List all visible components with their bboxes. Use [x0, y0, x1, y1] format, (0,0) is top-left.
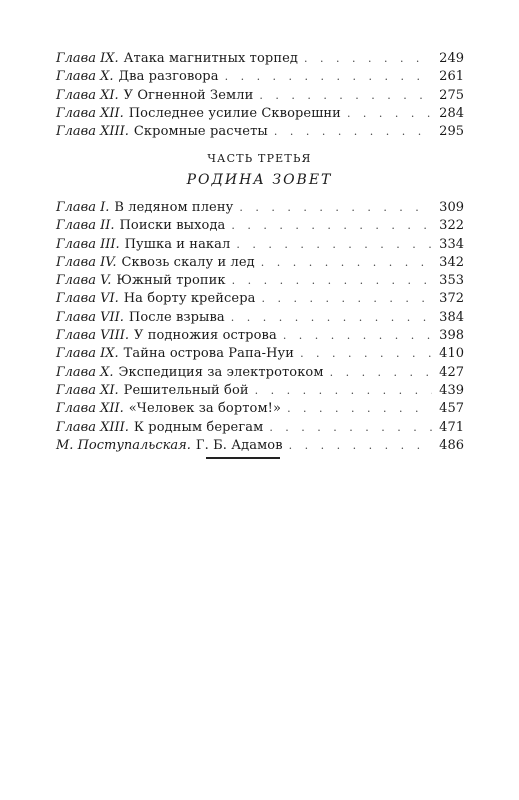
dot-leader: [347, 105, 432, 123]
toc-row: [56, 254, 464, 272]
page-number: 295: [439, 124, 464, 140]
dot-leader: [269, 419, 432, 437]
chapter-title: У подножия острова: [134, 328, 277, 344]
chapter-label: Глава IV.: [56, 254, 117, 270]
dot-leader: [300, 345, 432, 363]
part-heading: ЧАСТЬ ТРЕТЬЯ: [207, 152, 312, 165]
chapter-label: Глава VII.: [56, 309, 124, 325]
toc-row: [56, 364, 464, 382]
toc-row: [56, 236, 464, 254]
chapter-label: Глава XIII.: [56, 124, 129, 140]
toc-section-part-two: [56, 50, 464, 141]
page-number: 309: [439, 200, 464, 215]
toc-row: [56, 50, 464, 68]
toc-row: [56, 272, 464, 290]
chapter-title: После взрыва: [128, 309, 225, 325]
toc-row-afterword: [56, 437, 464, 455]
chapter-title: Пушка и накал: [124, 236, 231, 252]
author-label: М. Поступальская.: [56, 437, 191, 453]
toc-row: [56, 419, 464, 437]
chapter-title: К родным берегам: [133, 419, 264, 435]
chapter-label: Глава X.: [56, 364, 114, 380]
dot-leader: [231, 217, 432, 235]
chapter-label: Глава XII.: [56, 105, 124, 121]
chapter-label: Глава V.: [56, 273, 112, 289]
page-number: 398: [439, 328, 464, 344]
toc-row: [56, 290, 464, 308]
toc-row: [56, 345, 464, 363]
dot-leader: [232, 272, 432, 290]
chapter-title: Атака магнитных торпед: [123, 51, 298, 66]
chapter-title: Решительный бой: [123, 382, 249, 398]
toc-row: [56, 199, 464, 217]
dot-leader: [289, 437, 432, 455]
chapter-title: Сквозь скалу и лед: [121, 254, 255, 270]
chapter-title: Тайна острова Рапа-Нуи: [123, 346, 295, 362]
chapter-title: Экспедиция за электротоком: [118, 364, 324, 380]
chapter-label: Глава IX.: [56, 51, 119, 66]
dot-leader: [255, 382, 432, 400]
page-number: 427: [439, 364, 464, 380]
page-number: 275: [439, 87, 464, 103]
toc-row: [56, 87, 464, 105]
page-number: 471: [439, 419, 464, 435]
chapter-label: Глава XIII.: [56, 419, 129, 435]
chapter-title: Два разговора: [118, 69, 219, 85]
page-number: 486: [439, 437, 464, 453]
chapter-title: Последнее усилие Скворешни: [128, 105, 341, 121]
page-number: 261: [439, 69, 464, 85]
toc-row: [56, 217, 464, 235]
chapter-title: Скромные расчеты: [133, 124, 268, 140]
toc-row: [56, 123, 464, 141]
chapter-label: Глава III.: [56, 236, 120, 252]
chapter-title: «Человек за бортом!»: [128, 401, 282, 417]
chapter-label: Глава I.: [56, 200, 110, 215]
chapter-title: Поиски выхода: [119, 218, 226, 234]
part-subtitle: РОДИНА ЗОВЕТ: [186, 172, 333, 188]
page-number: 384: [439, 309, 464, 325]
page-number: 353: [439, 273, 464, 289]
chapter-title: Южный тропик: [116, 273, 226, 289]
dot-leader: [261, 290, 432, 308]
dot-leader: [236, 236, 432, 254]
page-number: 284: [439, 105, 464, 121]
dot-leader: [287, 400, 432, 418]
chapter-label: Глава XII.: [56, 401, 124, 417]
dot-leader: [304, 50, 432, 68]
page-number: 410: [439, 346, 464, 362]
dot-leader: [330, 364, 432, 382]
dot-leader: [225, 68, 432, 86]
chapter-title: У Огненной Земли: [123, 87, 254, 103]
chapter-label: Глава II.: [56, 218, 115, 234]
page-number: 372: [439, 291, 464, 307]
toc-row: [56, 68, 464, 86]
toc-row: [56, 309, 464, 327]
dot-leader: [274, 123, 432, 141]
chapter-label: Глава XI.: [56, 382, 119, 398]
dot-leader: [261, 254, 432, 272]
toc-row: [56, 400, 464, 418]
chapter-title: В ледяном плену: [114, 200, 234, 215]
chapter-label: Глава IX.: [56, 346, 119, 362]
dot-leader: [239, 199, 432, 217]
toc-row: [56, 327, 464, 345]
chapter-label: Глава VI.: [56, 291, 119, 307]
chapter-label: Глава VIII.: [56, 328, 130, 344]
page-number: 457: [439, 401, 464, 417]
page-number: 342: [439, 254, 464, 270]
dot-leader: [283, 327, 432, 345]
dot-leader: [231, 309, 432, 327]
chapter-label: Глава XI.: [56, 87, 119, 103]
page-number: 439: [439, 382, 464, 398]
page-number: 322: [439, 218, 464, 234]
chapter-label: Глава X.: [56, 69, 114, 85]
chapter-title: На борту крейсера: [123, 291, 256, 307]
page-number: 249: [439, 51, 464, 66]
toc-row: [56, 105, 464, 123]
dot-leader: [259, 87, 432, 105]
toc-row: [56, 382, 464, 400]
page-number: 334: [439, 236, 464, 252]
closing-rule: [206, 457, 280, 459]
toc-section-part-three: [56, 199, 464, 455]
afterword-title: Г. Б. Адамов: [195, 437, 283, 453]
